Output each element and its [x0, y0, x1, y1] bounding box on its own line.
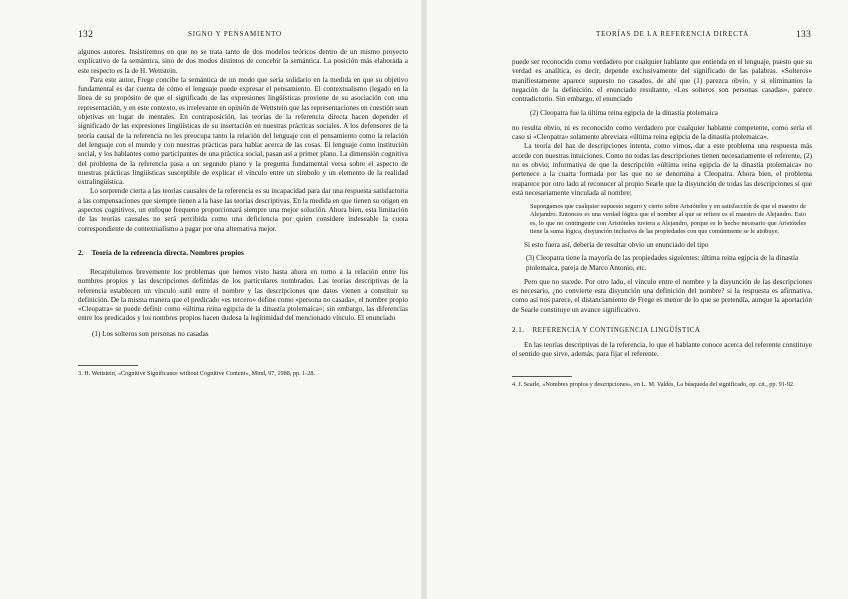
right-page — [512, 58, 812, 389]
footnote: 3. H. Wettstein, «Cognitive Significance without Cognitive Content», Mind, 97, 1988, pp. 1-28. — [78, 370, 316, 378]
paragraph: Recapitulemos brevemente los problemas que hemos visto hasta ahora en torno a la relación entre los nombres propios y las descripciones definidas de los particulares nombrados. Las teorías descriptivas de la referencia establecen un vínculo sutil entre el nombre y las descripciones que datos vienen a constituir su definición. De la misma manera que el predicado «es tercero» define como «persona no casada», el nombre propio «Cleopatra» se puede definir como «última reina egipcia de la dinastía ptolemaica»; sin embargo, las diferencias entre los predicados y los nombres propios hacen dudosa la legitimidad del mencionado vínculo. El enunciado — [78, 267, 408, 323]
left-page-number: 132 — [78, 30, 94, 40]
section-number: 2. — [78, 247, 84, 257]
left-running-head: SIGNO Y PENSAMIENTO — [188, 30, 282, 38]
section-number: 2.1. — [512, 326, 525, 335]
paragraph: puede ser reconocido como verdadero por cualquier hablante que entienda en el lenguaje, puesto que su verdad es analítica, es decir, depende exclusivamente del significado de las palabras. «Solteros» manifiestamente aparece supuesto no casados, de ahí que (1) parezca obvio, y si eliminamos la negación de la definición, el enunciado resultante, «Los solteros son personas casadas», parece contradictorio. Sin embargo, el enunciado — [512, 58, 812, 104]
book-gutter — [421, 0, 427, 599]
footnote-rule — [78, 365, 138, 366]
paragraph: Para este autor, Frege concibe la semántica de un modo que sería solidario en la medida en que su objetivo fundamental es dar cuenta de cómo el lenguaje puede expresar el pensamiento. El contextualismo (legado en la línea de su propósito de que el significado de las expresiones lingüísticas proviene de su asociación con una representación, y en este contexto, es irrelevante en opinión de Wettstein que las representaciones en cuestión sean objetivas en lugar de mentales. En contraposición, las teorías de la referencia directa hacen depender el significado de las expresiones lingüísticas de su insertación en nuestras prácticas sociales. A los defensores de la teoría causal de la referencia no les preocupa tanto la relación del lenguaje con el pensamiento como la relación del lenguaje con el mundo y con nuestras prácticas para hablar acerca de las cosas. El lenguaje como institución social, y los hablantes como participantes de una práctica social, pasan así a primer plano. La dimensión cognitiva del problema de la referencia pasa a un segundo plano y la pregunta fundamental versa sobre el aspecto de nuestras prácticas lingüísticas susceptible de explicar el vínculo entre un símbolo y un elemento de la realidad extralingüística. — [78, 75, 408, 187]
footnote-rule — [512, 376, 572, 377]
right-running-head: TEORÍAS DE LA REFERENCIA DIRECTA — [596, 30, 749, 38]
left-page — [78, 48, 408, 378]
example-1: (1) Los solteros son personas no casadas — [92, 329, 209, 338]
paragraph: En las teorías descriptivas de la referencia, lo que el hablante conoce acerca del referente constituye el sentido que sirve, además, para fijar el referente. — [512, 341, 812, 359]
paragraph: no resulta obvio, ni es reconocido como verdadero por cualquier hablante competente, como sería el caso si «Cleopatra» solamente abreviara «última reina egipcia de la dinastía ptolemaica». — [512, 123, 812, 142]
section-title: REFERENCIA Y CONTINGENCIA LINGÜÍSTICA — [532, 326, 701, 335]
paragraph: Si esto fuera así, debería de resultar obvio un enunciado del tipo — [524, 240, 709, 249]
paragraph: La teoría del haz de descripciones intenta, como vimos, dar a este problema una respuesta más acorde con nuestras intuiciones. Como no todas las descripciones tienen necesariamente el referente, (2) no es obvio; informativa de que la descripción «última reina egipcia de la dinastía ptolemaica» no pertenece a la cuarta formada por las que no se denomina a Cleopatra. Ahora bien, el problema reaparece por otro lado al reconocer al propio Searle que la disyunción de todas las descripciones sí que está necesariamente vinculada al nombre; — [512, 142, 812, 197]
section-heading — [512, 325, 812, 335]
paragraph: algunos autores. Insistiremos en que no se trata tanto de dos modelos teóricos dentro de un mismo proyecto explicativo de la semántica, sino de dos modos distintos de concebir la semántica. La posición más elaborada a este respecto es la de H. Wettstein. — [78, 48, 408, 75]
indented-quote: Supongamos que cualquier supuesto seguro y cierto sobre Aristóteles y en satisfacción de que el maestro de Alejandro. Entonces es una verdad lógica que el nombre al que se refiere es el maestro de Alejandro. Esto es, lo que no contingente con Aristóteles tuviera a Alejandro, porque es lo hecho necesario que Aristóteles tiene la suma lógica, disyunción inclusiva de las propiedades con que comúnmente se le atribuye. — [530, 203, 806, 235]
paragraph: Lo sorprende cierta a las teorías causales de la referencia es su incapacidad para dar una respuesta satisfactoria a las compensaciones que siempre tienen a la base las teorías descriptivas. En la medida en que tienen su origen en aspectos cognitivos, un enfoque frequeno proporcionará siempre una mejor solución. Ahora bien, esta limitación de las teorías causales no será percibida como una deficiencia por quien considere indeseable la cuota correspondiente de contextualismo a pagar por una alternativa mejor. — [78, 187, 408, 233]
right-page-number: 133 — [796, 30, 812, 40]
section-title: Teoría de la referencia directa. Nombres propios — [91, 247, 244, 257]
section-heading — [78, 248, 408, 258]
example-2: (2) Cleopatra fue la última reina egipcia de la dinastía ptolemaica — [530, 109, 718, 118]
example-3: (3) Cleopatra tiene la mayoría de las propiedades siguientes: última reina egipcia de la dinastía ptolemaica, pareja de Marco Antonio, etc. — [526, 254, 799, 272]
paragraph: Pero que no sucede. Por otro lado, el vínculo entre el nombre y la disyunción de las descripciones es necesario, ¿no convierte esta disyunción una definición del nombre? si la respuesta es afirmativa, como así nos parece, el distanciamiento de Frege es menor de lo que se pretendía, aunque la aportación de Searle constituye un avance significativo. — [512, 277, 812, 314]
footnote: 4. J. Searle, «Nombres propios y descripciones», en L. M. Valdés, La búsqueda del significado, op. cit., pp. 91-92. — [512, 380, 795, 388]
